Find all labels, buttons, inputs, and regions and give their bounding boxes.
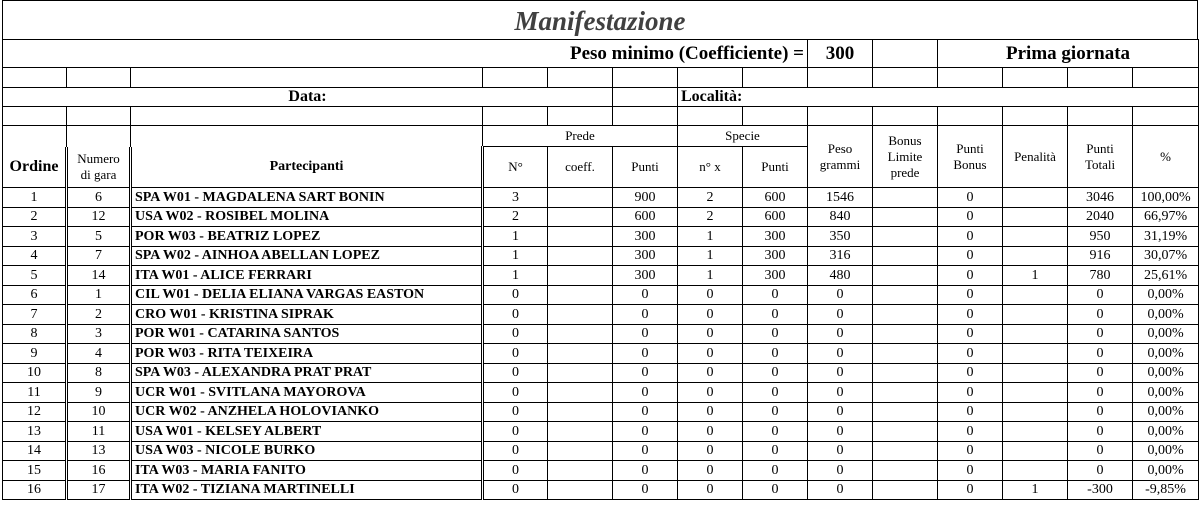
ordine-cell[interactable]: 9 (3, 344, 67, 364)
table-row (3, 344, 1199, 364)
bonus-limite-cell[interactable] (873, 227, 938, 247)
peso-grammi-cell[interactable]: 0 (808, 441, 873, 461)
participants-body (3, 188, 1199, 500)
peso-grammi-cell[interactable]: 480 (808, 266, 873, 286)
penalita-cell[interactable] (1003, 441, 1068, 461)
specie-punti-cell[interactable]: 0 (743, 461, 808, 481)
prede-n-cell[interactable]: 0 (483, 461, 548, 481)
prede-coeff-cell[interactable] (548, 402, 613, 422)
numero-gara-cell[interactable]: 10 (67, 402, 131, 422)
peso-grammi-cell[interactable]: 1546 (808, 188, 873, 208)
ordine-cell[interactable]: 11 (3, 383, 67, 403)
punti-totali-cell[interactable]: 0 (1068, 422, 1133, 442)
specie-n-cell[interactable]: 0 (678, 480, 743, 500)
specie-punti-cell[interactable]: 300 (743, 246, 808, 266)
specie-punti-cell[interactable]: 0 (743, 344, 808, 364)
table-row (3, 441, 1199, 461)
punti-bonus-cell[interactable]: 0 (938, 207, 1003, 227)
punti-totali-cell[interactable]: 780 (1068, 266, 1133, 286)
bonus-limite-cell[interactable] (873, 480, 938, 500)
prede-coeff-cell[interactable] (548, 305, 613, 325)
partecipante-name-cell[interactable]: USA W03 - NICOLE BURKO (131, 441, 483, 461)
punti-totali-cell[interactable]: 0 (1068, 305, 1133, 325)
percent-cell[interactable]: 100,00% (1133, 188, 1199, 208)
punti-bonus-cell[interactable]: 0 (938, 344, 1003, 364)
percent-cell[interactable]: 0,00% (1133, 422, 1199, 442)
specie-header: Specie (678, 126, 808, 147)
partecipante-name-cell[interactable]: CRO W01 - KRISTINA SIPRAK (131, 305, 483, 325)
percent-cell[interactable]: 0,00% (1133, 344, 1199, 364)
prede-n-cell[interactable]: 3 (483, 188, 548, 208)
table-row (3, 383, 1199, 403)
penalita-cell[interactable] (1003, 207, 1068, 227)
score-table (2, 39, 1199, 500)
specie-punti-cell[interactable]: 0 (743, 324, 808, 344)
table-row (3, 266, 1199, 286)
table-row (3, 402, 1199, 422)
prede-n-cell[interactable]: 0 (483, 383, 548, 403)
partecipante-name-cell[interactable]: UCR W01 - SVITLANA MAYOROVA (131, 383, 483, 403)
punti-bonus-header: Punti Bonus (938, 126, 1003, 188)
peso-minimo-value[interactable]: 300 (808, 40, 873, 68)
punti-totali-cell[interactable]: 0 (1068, 402, 1133, 422)
punti-bonus-cell[interactable]: 0 (938, 461, 1003, 481)
percent-cell[interactable]: 0,00% (1133, 363, 1199, 383)
partecipante-name-cell[interactable]: ITA W02 - TIZIANA MARTINELLI (131, 480, 483, 500)
prede-coeff-cell[interactable] (548, 246, 613, 266)
percent-header: % (1133, 126, 1199, 188)
prede-n-cell[interactable]: 0 (483, 324, 548, 344)
table-row (3, 227, 1199, 247)
specie-n-cell[interactable]: 0 (678, 285, 743, 305)
penalita-cell[interactable]: 1 (1003, 480, 1068, 500)
data-label: Data: (3, 88, 613, 107)
prede-coeff-cell[interactable] (548, 324, 613, 344)
bonus-limite-cell[interactable] (873, 285, 938, 305)
table-row (3, 324, 1199, 344)
prede-coeff-cell[interactable] (548, 383, 613, 403)
peso-grammi-cell[interactable]: 0 (808, 422, 873, 442)
ordine-cell[interactable]: 10 (3, 363, 67, 383)
specie-n-header: n° x (678, 147, 743, 188)
ordine-cell[interactable]: 4 (3, 246, 67, 266)
prede-n-cell[interactable]: 0 (483, 422, 548, 442)
specie-n-cell[interactable]: 0 (678, 422, 743, 442)
percent-cell[interactable]: 25,61% (1133, 266, 1199, 286)
specie-punti-cell[interactable]: 600 (743, 188, 808, 208)
specie-n-cell[interactable]: 0 (678, 305, 743, 325)
prede-punti-cell[interactable]: 0 (613, 441, 678, 461)
punti-bonus-cell[interactable]: 0 (938, 363, 1003, 383)
localita-label: Località: (678, 88, 1199, 107)
prede-coeff-cell[interactable] (548, 422, 613, 442)
percent-cell[interactable]: 0,00% (1133, 305, 1199, 325)
table-row (3, 480, 1199, 500)
punti-totali-cell[interactable]: 3046 (1068, 188, 1133, 208)
partecipante-name-cell[interactable]: POR W01 - CATARINA SANTOS (131, 324, 483, 344)
numero-gara-cell[interactable]: 6 (67, 188, 131, 208)
partecipante-name-cell[interactable]: CIL W01 - DELIA ELIANA VARGAS EASTON (131, 285, 483, 305)
ordine-cell[interactable]: 1 (3, 188, 67, 208)
prede-coeff-cell[interactable] (548, 441, 613, 461)
punti-bonus-cell[interactable]: 0 (938, 227, 1003, 247)
partecipante-name-cell[interactable]: UCR W02 - ANZHELA HOLOVIANKO (131, 402, 483, 422)
numero-gara-cell[interactable]: 4 (67, 344, 131, 364)
prede-coeff-cell[interactable] (548, 344, 613, 364)
prede-coeff-cell[interactable] (548, 285, 613, 305)
punti-totali-cell[interactable]: 0 (1068, 363, 1133, 383)
specie-n-cell[interactable]: 0 (678, 383, 743, 403)
bonus-limite-header: Bonus Limite prede (873, 126, 938, 188)
table-row (3, 207, 1199, 227)
numero-gara-cell[interactable]: 16 (67, 461, 131, 481)
prede-n-header: N° (483, 147, 548, 188)
specie-punti-cell[interactable]: 0 (743, 480, 808, 500)
prede-n-cell[interactable]: 2 (483, 207, 548, 227)
specie-punti-cell[interactable]: 0 (743, 383, 808, 403)
peso-minimo-label: Peso minimo (Coefficiente) = (3, 40, 808, 68)
penalita-header: Penalità (1003, 126, 1068, 188)
specie-n-cell[interactable]: 0 (678, 441, 743, 461)
penalita-cell[interactable] (1003, 305, 1068, 325)
penalita-cell[interactable] (1003, 227, 1068, 247)
percent-cell[interactable]: 0,00% (1133, 324, 1199, 344)
numero-gara-header: Numero di gara (67, 147, 131, 188)
punti-bonus-cell[interactable]: 0 (938, 324, 1003, 344)
peso-grammi-cell[interactable]: 0 (808, 305, 873, 325)
punti-bonus-cell[interactable]: 0 (938, 402, 1003, 422)
table-row (3, 422, 1199, 442)
partecipante-name-cell[interactable]: SPA W03 - ALEXANDRA PRAT PRAT (131, 363, 483, 383)
partecipante-name-cell[interactable]: USA W01 - KELSEY ALBERT (131, 422, 483, 442)
penalita-cell[interactable] (1003, 285, 1068, 305)
prede-punti-cell[interactable]: 300 (613, 227, 678, 247)
prede-n-cell[interactable]: 0 (483, 402, 548, 422)
table-row (3, 461, 1199, 481)
punti-bonus-cell[interactable]: 0 (938, 480, 1003, 500)
percent-cell[interactable]: 66,97% (1133, 207, 1199, 227)
bonus-limite-cell[interactable] (873, 461, 938, 481)
bonus-limite-cell[interactable] (873, 422, 938, 442)
specie-n-cell[interactable]: 0 (678, 324, 743, 344)
punti-totali-cell[interactable]: 0 (1068, 461, 1133, 481)
table-row (3, 285, 1199, 305)
penalita-cell[interactable] (1003, 188, 1068, 208)
punti-totali-cell[interactable]: 0 (1068, 285, 1133, 305)
prede-punti-cell[interactable]: 0 (613, 363, 678, 383)
prede-punti-cell[interactable]: 0 (613, 480, 678, 500)
prede-punti-cell[interactable]: 300 (613, 246, 678, 266)
penalita-cell[interactable] (1003, 363, 1068, 383)
prede-n-cell[interactable]: 1 (483, 266, 548, 286)
numero-gara-cell[interactable]: 2 (67, 305, 131, 325)
partecipante-name-cell[interactable]: POR W03 - RITA TEIXEIRA (131, 344, 483, 364)
punti-bonus-cell[interactable]: 0 (938, 383, 1003, 403)
bonus-limite-cell[interactable] (873, 402, 938, 422)
partecipante-name-cell[interactable]: SPA W02 - AINHOA ABELLAN LOPEZ (131, 246, 483, 266)
numero-gara-cell[interactable]: 13 (67, 441, 131, 461)
penalita-cell[interactable] (1003, 324, 1068, 344)
partecipante-name-cell[interactable]: ITA W01 - ALICE FERRARI (131, 266, 483, 286)
peso-grammi-cell[interactable]: 0 (808, 402, 873, 422)
penalita-cell[interactable] (1003, 402, 1068, 422)
prede-n-cell[interactable]: 1 (483, 246, 548, 266)
numero-gara-cell[interactable]: 5 (67, 227, 131, 247)
bonus-limite-cell[interactable] (873, 324, 938, 344)
bonus-limite-cell[interactable] (873, 266, 938, 286)
percent-cell[interactable]: 31,19% (1133, 227, 1199, 247)
bonus-limite-cell[interactable] (873, 305, 938, 325)
specie-punti-header: Punti (743, 147, 808, 188)
specie-n-cell[interactable]: 0 (678, 344, 743, 364)
specie-n-cell[interactable]: 1 (678, 246, 743, 266)
specie-punti-cell[interactable]: 0 (743, 441, 808, 461)
prede-punti-cell[interactable]: 0 (613, 285, 678, 305)
bonus-limite-cell[interactable] (873, 246, 938, 266)
prede-punti-cell[interactable]: 0 (613, 383, 678, 403)
punti-bonus-cell[interactable]: 0 (938, 441, 1003, 461)
penalita-cell[interactable] (1003, 246, 1068, 266)
bonus-limite-cell[interactable] (873, 383, 938, 403)
numero-gara-cell[interactable]: 17 (67, 480, 131, 500)
peso-grammi-header: Peso grammi (808, 126, 873, 188)
ordine-cell[interactable]: 16 (3, 480, 67, 500)
prede-n-cell[interactable]: 0 (483, 480, 548, 500)
prede-header: Prede (483, 126, 678, 147)
specie-n-cell[interactable]: 2 (678, 188, 743, 208)
punti-totali-header: Punti Totali (1068, 126, 1133, 188)
ordine-cell[interactable]: 8 (3, 324, 67, 344)
punti-bonus-cell[interactable]: 0 (938, 246, 1003, 266)
punti-totali-cell[interactable]: 0 (1068, 344, 1133, 364)
prede-n-cell[interactable]: 0 (483, 305, 548, 325)
bonus-limite-cell[interactable] (873, 441, 938, 461)
prede-coeff-header: coeff. (548, 147, 613, 188)
specie-punti-cell[interactable]: 0 (743, 285, 808, 305)
partecipante-name-cell[interactable]: SPA W01 - MAGDALENA SART BONIN (131, 188, 483, 208)
prede-punti-cell[interactable]: 0 (613, 305, 678, 325)
peso-grammi-cell[interactable]: 0 (808, 285, 873, 305)
prede-coeff-cell[interactable] (548, 188, 613, 208)
prede-punti-cell[interactable]: 600 (613, 207, 678, 227)
prede-n-cell[interactable]: 0 (483, 285, 548, 305)
ordine-cell[interactable]: 13 (3, 422, 67, 442)
peso-grammi-cell[interactable]: 840 (808, 207, 873, 227)
punti-bonus-cell[interactable]: 0 (938, 422, 1003, 442)
prede-punti-cell[interactable]: 300 (613, 266, 678, 286)
percent-cell[interactable]: 0,00% (1133, 285, 1199, 305)
bonus-limite-cell[interactable] (873, 207, 938, 227)
numero-gara-cell[interactable]: 9 (67, 383, 131, 403)
ordine-cell[interactable]: 3 (3, 227, 67, 247)
ordine-cell[interactable]: 7 (3, 305, 67, 325)
specie-n-cell[interactable]: 0 (678, 363, 743, 383)
specie-n-cell[interactable]: 2 (678, 207, 743, 227)
bonus-limite-cell[interactable] (873, 344, 938, 364)
ordine-cell[interactable]: 6 (3, 285, 67, 305)
numero-gara-cell[interactable]: 11 (67, 422, 131, 442)
prede-punti-cell[interactable]: 0 (613, 324, 678, 344)
punti-totali-cell[interactable]: 0 (1068, 383, 1133, 403)
punti-totali-cell[interactable]: -300 (1068, 480, 1133, 500)
table-row (3, 246, 1199, 266)
score-sheet (2, 0, 1198, 500)
sheet-title: Manifestazione (2, 0, 1198, 39)
prede-punti-cell[interactable]: 0 (613, 461, 678, 481)
table-row (3, 188, 1199, 208)
prede-coeff-cell[interactable] (548, 227, 613, 247)
prede-punti-header: Punti (613, 147, 678, 188)
numero-gara-cell[interactable]: 12 (67, 207, 131, 227)
prede-coeff-cell[interactable] (548, 480, 613, 500)
specie-punti-cell[interactable]: 0 (743, 305, 808, 325)
penalita-cell[interactable] (1003, 461, 1068, 481)
specie-n-cell[interactable]: 0 (678, 461, 743, 481)
specie-punti-cell[interactable]: 300 (743, 266, 808, 286)
prede-coeff-cell[interactable] (548, 363, 613, 383)
specie-punti-cell[interactable]: 0 (743, 402, 808, 422)
specie-punti-cell[interactable]: 0 (743, 363, 808, 383)
prede-punti-cell[interactable]: 0 (613, 344, 678, 364)
punti-bonus-cell[interactable]: 0 (938, 285, 1003, 305)
punti-bonus-cell[interactable]: 0 (938, 305, 1003, 325)
numero-gara-cell[interactable]: 8 (67, 363, 131, 383)
partecipante-name-cell[interactable]: ITA W03 - MARIA FANITO (131, 461, 483, 481)
giornata-label: Prima giornata (938, 40, 1199, 68)
punti-totali-cell[interactable]: 916 (1068, 246, 1133, 266)
specie-n-cell[interactable]: 0 (678, 402, 743, 422)
penalita-cell[interactable] (1003, 344, 1068, 364)
percent-cell[interactable]: 0,00% (1133, 461, 1199, 481)
punti-totali-cell[interactable]: 0 (1068, 441, 1133, 461)
specie-punti-cell[interactable]: 300 (743, 227, 808, 247)
punti-totali-cell[interactable]: 2040 (1068, 207, 1133, 227)
peso-grammi-cell[interactable]: 0 (808, 344, 873, 364)
punti-totali-cell[interactable]: 950 (1068, 227, 1133, 247)
specie-n-cell[interactable]: 1 (678, 227, 743, 247)
prede-n-cell[interactable]: 0 (483, 441, 548, 461)
punti-totali-cell[interactable]: 0 (1068, 324, 1133, 344)
specie-n-cell[interactable]: 1 (678, 266, 743, 286)
peso-grammi-cell[interactable]: 0 (808, 324, 873, 344)
percent-cell[interactable]: 0,00% (1133, 383, 1199, 403)
partecipante-name-cell[interactable]: POR W03 - BEATRIZ LOPEZ (131, 227, 483, 247)
table-row (3, 305, 1199, 325)
ordine-cell[interactable]: 12 (3, 402, 67, 422)
ordine-header: Ordine (3, 147, 67, 188)
bonus-limite-cell[interactable] (873, 363, 938, 383)
prede-n-cell[interactable]: 0 (483, 363, 548, 383)
prede-coeff-cell[interactable] (548, 207, 613, 227)
partecipanti-header: Partecipanti (131, 147, 483, 188)
numero-gara-cell[interactable]: 3 (67, 324, 131, 344)
numero-gara-cell[interactable]: 14 (67, 266, 131, 286)
punti-bonus-cell[interactable]: 0 (938, 266, 1003, 286)
prede-punti-cell[interactable]: 0 (613, 402, 678, 422)
peso-grammi-cell[interactable]: 0 (808, 480, 873, 500)
table-row (3, 363, 1199, 383)
ordine-cell[interactable]: 14 (3, 441, 67, 461)
specie-punti-cell[interactable]: 600 (743, 207, 808, 227)
peso-grammi-cell[interactable]: 350 (808, 227, 873, 247)
prede-n-cell[interactable]: 1 (483, 227, 548, 247)
percent-cell[interactable]: 0,00% (1133, 441, 1199, 461)
percent-cell[interactable]: 0,00% (1133, 402, 1199, 422)
ordine-cell[interactable]: 15 (3, 461, 67, 481)
percent-cell[interactable]: -9,85% (1133, 480, 1199, 500)
peso-grammi-cell[interactable]: 0 (808, 461, 873, 481)
bonus-limite-cell[interactable] (873, 188, 938, 208)
percent-cell[interactable]: 30,07% (1133, 246, 1199, 266)
prede-coeff-cell[interactable] (548, 461, 613, 481)
peso-grammi-cell[interactable]: 316 (808, 246, 873, 266)
peso-grammi-cell[interactable]: 0 (808, 383, 873, 403)
penalita-cell[interactable]: 1 (1003, 266, 1068, 286)
penalita-cell[interactable] (1003, 422, 1068, 442)
numero-gara-cell[interactable]: 7 (67, 246, 131, 266)
partecipante-name-cell[interactable]: USA W02 - ROSIBEL MOLINA (131, 207, 483, 227)
numero-gara-cell[interactable]: 1 (67, 285, 131, 305)
peso-grammi-cell[interactable]: 0 (808, 363, 873, 383)
ordine-cell[interactable]: 5 (3, 266, 67, 286)
punti-bonus-cell[interactable]: 0 (938, 188, 1003, 208)
prede-coeff-cell[interactable] (548, 266, 613, 286)
prede-punti-cell[interactable]: 0 (613, 422, 678, 442)
prede-n-cell[interactable]: 0 (483, 344, 548, 364)
ordine-cell[interactable]: 2 (3, 207, 67, 227)
prede-punti-cell[interactable]: 900 (613, 188, 678, 208)
specie-punti-cell[interactable]: 0 (743, 422, 808, 442)
data-value[interactable] (613, 88, 678, 107)
penalita-cell[interactable] (1003, 383, 1068, 403)
